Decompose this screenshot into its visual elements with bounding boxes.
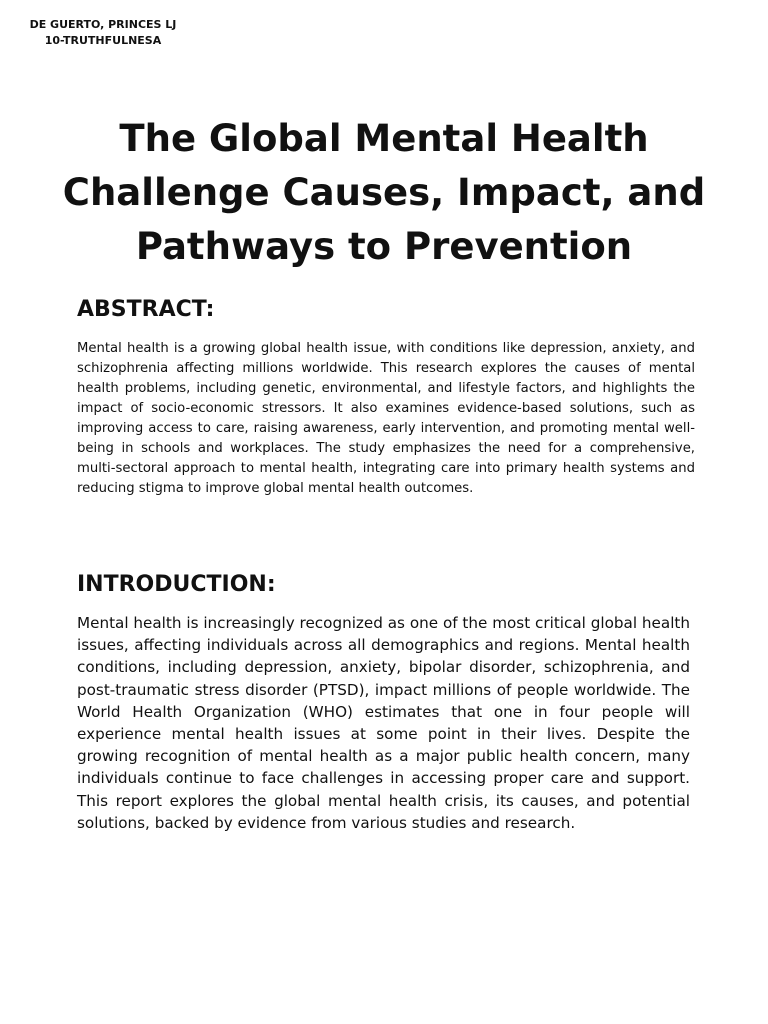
introduction-body: Mental health is increasingly recognized as one of the most critical global health issues, affecting individuals across all demographics and regions. Mental health conditions, including depression, anxiety, bipolar disorder, schizophrenia, and post-traumatic stress disorder (PTSD), impact millions of people worldwide. The World Health Organization (WHO) estimates that one in four people will experience mental health issues at some point in their lives. Despite the growing recognition of mental health as a major public health concern, many individuals continue to face challenges in accessing proper care and support. This report explores the global mental health crisis, its causes, and potential solutions, backed by evidence from various studies and research. — [77, 614, 690, 832]
abstract-body: Mental health is a growing global health issue, with conditions like depression, anxiety, and schizophrenia affecting millions worldwide. This research explores the causes of mental health problems, including genetic, environmental, and lifestyle factors, and highlights the impact of socio-economic stressors. It also examines evidence-based solutions, such as improving access to care, raising awareness, early intervention, and promoting mental well-being in schools and workplaces. The study emphasizes the need for a comprehensive, multi-sectoral approach to mental health, integrating care into primary health systems and reducing stigma to improve global mental health outcomes. — [77, 341, 695, 496]
introduction-heading: INTRODUCTION: — [77, 572, 276, 597]
author-section: 10-TRUTHFULNESA — [44, 34, 162, 47]
author-name: DE GUERTO, PRINCES LJ — [29, 18, 177, 31]
author-info — [18, 17, 188, 49]
abstract-heading: ABSTRACT: — [77, 297, 215, 322]
document-title: The Global Mental Health Challenge Causes, Impact, and Pathways to Prevention — [62, 117, 706, 268]
